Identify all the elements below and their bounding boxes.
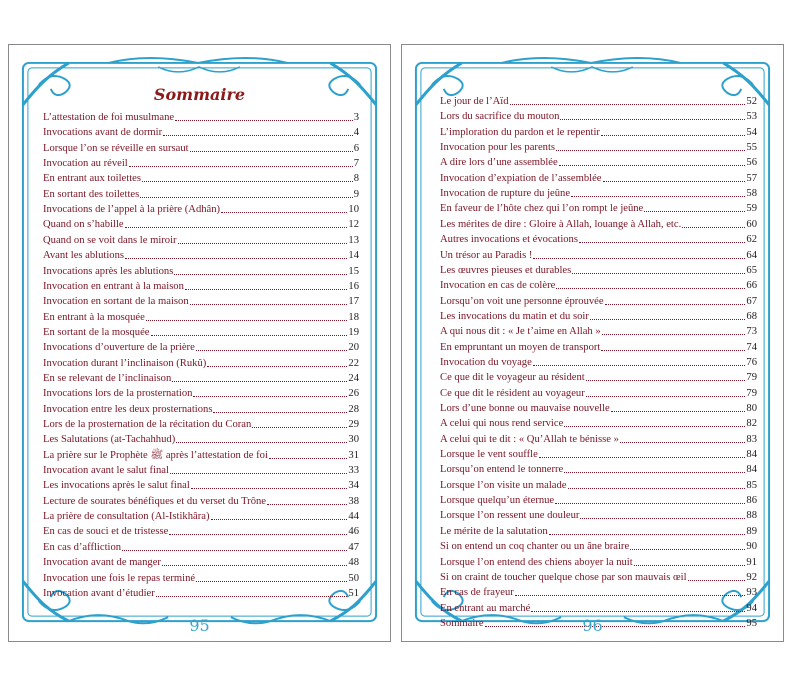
toc-entry-text: Lors du sacrifice du mouton <box>440 111 560 123</box>
dot-leader <box>564 426 745 427</box>
toc-entry-page: 84 <box>746 449 757 461</box>
toc-entry-page: 67 <box>746 295 757 307</box>
dot-leader <box>193 396 347 397</box>
toc-entry <box>43 586 359 601</box>
toc-entry-text: Quand on s’habille <box>43 219 124 231</box>
toc-entry <box>43 202 359 217</box>
toc-entry-text: Invocation avant de manger <box>43 557 161 569</box>
toc-entry-text: A dire lors d’une assemblée <box>440 157 558 169</box>
toc-entry-text: Lors d’une bonne ou mauvaise nouvelle <box>440 403 610 414</box>
toc-entry <box>43 463 359 478</box>
left-page <box>8 44 391 642</box>
toc-entry-page: 16 <box>348 280 359 292</box>
toc-entry <box>43 555 359 570</box>
dot-leader <box>191 488 348 489</box>
toc-entry-text: Invocation une fois le repas terminé <box>43 572 196 584</box>
toc-entry <box>43 110 359 125</box>
dot-leader <box>590 319 746 320</box>
toc-entry-text: Invocation avant d’étudier <box>43 587 155 599</box>
dot-leader <box>560 119 745 120</box>
toc-entry-page: 10 <box>348 204 359 216</box>
dot-leader <box>601 135 745 136</box>
toc-entry-page: 30 <box>348 434 359 446</box>
toc-entry-page: 51 <box>348 587 359 599</box>
toc-entry <box>43 156 359 171</box>
dot-leader <box>556 288 745 289</box>
toc-entry-text: Lorsque le vent souffle <box>440 449 538 461</box>
dot-leader <box>172 381 347 382</box>
toc-entry <box>440 248 757 263</box>
dot-leader <box>213 412 347 413</box>
toc-entry <box>440 585 757 600</box>
dot-leader <box>603 181 746 182</box>
toc-entry <box>440 508 757 523</box>
toc-entry <box>43 125 359 140</box>
toc-entry-page: 86 <box>746 495 757 507</box>
toc-entry <box>440 201 757 216</box>
toc-entry-text: Les invocations du matin et du soir <box>440 310 589 322</box>
toc-entry-page: 79 <box>746 372 757 384</box>
toc-entry <box>440 217 757 232</box>
toc-entry-page: 17 <box>348 296 359 308</box>
toc-entry-page: 68 <box>746 310 757 322</box>
toc-entry-page: 18 <box>348 311 359 323</box>
toc-entry-text: Ce que dit le voyageur au résident <box>440 372 585 384</box>
dot-leader <box>178 243 348 244</box>
toc-entry-text: Quand on se voit dans le miroir <box>43 234 177 246</box>
toc-entry <box>43 524 359 539</box>
dot-leader <box>682 227 745 228</box>
toc-entry-page: 7 <box>353 158 359 170</box>
dot-leader <box>163 135 353 136</box>
toc-entry-page: 82 <box>746 418 757 430</box>
toc-entry <box>440 478 757 493</box>
page-number-right: 96 <box>582 616 603 635</box>
toc-entry-text: Lecture de sourates bénéfiques et du verset du Trône <box>43 495 266 507</box>
toc-entry-page: 20 <box>348 342 359 354</box>
toc-entry-page: 94 <box>746 602 757 614</box>
toc-entry-page: 22 <box>348 357 359 369</box>
toc-entry-text: Lorsqu’on entend le tonnerre <box>440 464 564 476</box>
toc-title: Sommaire <box>153 85 246 104</box>
toc-entry-text: Invocations lors de la prosternation <box>43 388 193 400</box>
dot-leader <box>146 320 348 321</box>
toc-entry <box>440 401 757 416</box>
dot-leader <box>579 242 745 243</box>
toc-entry-page: 52 <box>746 96 757 107</box>
toc-entry-text: Invocations avant de dormir <box>43 127 163 139</box>
toc-entry-text: En entrant aux toilettes <box>43 173 141 185</box>
dot-leader <box>162 565 347 566</box>
dot-leader <box>586 396 746 397</box>
dot-leader <box>533 365 746 366</box>
toc-entry-page: 73 <box>746 326 757 338</box>
toc-entry-page: 33 <box>348 465 359 477</box>
dot-leader <box>531 611 745 612</box>
dot-leader <box>190 304 348 305</box>
dot-leader <box>539 457 746 458</box>
toc-entry-page: 60 <box>746 218 757 230</box>
toc-entry-page: 59 <box>746 203 757 215</box>
toc-entry-text: Avant les ablutions <box>43 250 125 262</box>
toc-entry-text: Si on craint de toucher quelque chose par son mauvais œil <box>440 571 687 583</box>
toc-entry-text: En cas de frayeur <box>440 587 514 599</box>
toc-entry-text: Si on entend un coq chanter ou un âne braire <box>440 541 630 553</box>
toc-entry-page: 19 <box>348 326 359 338</box>
toc-entry-text: Lorsque l’on ressent une douleur <box>440 510 580 522</box>
toc-entry <box>43 171 359 186</box>
toc-entry-page: 4 <box>353 127 359 139</box>
toc-entry-text: Invocation du voyage <box>440 356 532 368</box>
toc-entry-text: Invocation d’expiation de l’assemblée <box>440 172 602 184</box>
dot-leader <box>580 518 745 519</box>
toc-entry-text: En sortant des toilettes <box>43 188 140 200</box>
toc-entry-text: La prière sur le Prophète ﷺ après l’attestation de foi <box>43 449 268 461</box>
toc-entry-page: 34 <box>348 480 359 492</box>
toc-entry <box>440 524 757 539</box>
dot-leader <box>634 565 746 566</box>
dot-leader <box>175 120 353 121</box>
toc-entry-page: 28 <box>348 403 359 415</box>
dot-leader <box>125 258 347 259</box>
dot-leader <box>549 534 746 535</box>
toc-entry-text: Invocations d’ouverture de la prière <box>43 342 195 354</box>
toc-entry-text: Invocation de rupture du jeûne <box>440 188 571 200</box>
toc-entry-page: 54 <box>746 126 757 138</box>
dot-leader <box>556 150 745 151</box>
toc-entry-page: 8 <box>353 173 359 185</box>
toc-entry <box>440 232 757 247</box>
dot-leader <box>122 550 347 551</box>
toc-entry <box>440 140 757 155</box>
dot-leader <box>125 227 348 228</box>
toc-entry <box>440 386 757 401</box>
dot-leader <box>196 581 347 582</box>
toc-entry-text: En faveur de l’hôte chez qui l’on rompt le jeûne <box>440 203 644 215</box>
toc-entry <box>43 417 359 432</box>
toc-entry <box>440 462 757 477</box>
dot-leader <box>176 442 347 443</box>
dot-leader <box>190 151 353 152</box>
toc-entry-text: En cas d’affliction <box>43 541 122 553</box>
toc-entry-text: Invocation en entrant à la maison <box>43 280 184 292</box>
toc-entry <box>440 278 757 293</box>
toc-entry-page: 93 <box>746 587 757 599</box>
toc-entry <box>440 370 757 385</box>
toc-entry-text: A celui qui te dit : « Qu’Allah te bénisse » <box>440 433 619 445</box>
toc-entry-page: 74 <box>746 341 757 353</box>
toc-entry-text: Lorsque l’on visite un malade <box>440 479 567 491</box>
toc-entry-page: 55 <box>746 142 757 154</box>
toc-entry-text: Le jour de l’Aïd <box>440 96 509 107</box>
toc-entry-text: Lorsque l’on se réveille en sursaut <box>43 142 189 154</box>
toc-entry-page: 92 <box>746 571 757 583</box>
toc-entry-page: 85 <box>746 479 757 491</box>
dot-leader <box>267 504 347 505</box>
toc-entry-page: 46 <box>348 526 359 538</box>
toc-entry-page: 26 <box>348 388 359 400</box>
toc-entry-text: Les Salutations (at-Tachahhud) <box>43 434 176 446</box>
toc-entry-page: 65 <box>746 264 757 276</box>
toc-entry-text: Invocations après les ablutions <box>43 265 174 277</box>
toc-entry-text: Invocation avant le salut final <box>43 465 169 477</box>
toc-entry-page: 13 <box>348 234 359 246</box>
dot-leader <box>630 549 745 550</box>
toc-entry-text: En sortant de la mosquée <box>43 326 150 338</box>
toc-entry-text: En entrant au marché <box>440 602 531 614</box>
toc-entry <box>43 264 359 279</box>
toc-entry <box>43 432 359 447</box>
toc-entry-text: Autres invocations et évocations <box>440 234 578 246</box>
dot-leader <box>211 519 348 520</box>
toc-entry-text: Invocation entre les deux prosternations <box>43 403 213 415</box>
toc-entry <box>43 356 359 371</box>
dot-leader <box>485 626 746 627</box>
toc-entry-text: Invocation au réveil <box>43 158 128 170</box>
toc-entry-page: 44 <box>348 511 359 523</box>
toc-entry-page: 14 <box>348 250 359 262</box>
toc-entry <box>440 355 757 370</box>
toc-entry-page: 47 <box>348 541 359 553</box>
dot-leader <box>515 595 746 596</box>
toc-entry <box>440 324 757 339</box>
dot-leader <box>533 258 745 259</box>
toc-entry-text: Lorsque l’on entend des chiens aboyer la nuit <box>440 556 633 568</box>
toc-entry <box>43 248 359 263</box>
toc-entry <box>440 309 757 324</box>
toc-entry <box>440 186 757 201</box>
dot-leader <box>269 458 347 459</box>
toc-entry <box>43 571 359 586</box>
dot-leader <box>221 212 347 213</box>
dot-leader <box>611 411 746 412</box>
toc-entry <box>43 371 359 386</box>
toc-entry <box>43 141 359 156</box>
toc-entry-text: En empruntant un moyen de transport <box>440 341 601 353</box>
toc-entry-page: 31 <box>348 449 359 461</box>
toc-entry <box>440 340 757 355</box>
toc-entry-text: En cas de souci et de tristesse <box>43 526 169 538</box>
dot-leader <box>169 534 347 535</box>
toc-entry-page: 83 <box>746 433 757 445</box>
toc-entry <box>440 155 757 170</box>
dot-leader <box>601 350 745 351</box>
toc-entry-text: Un trésor au Paradis ! <box>440 249 533 261</box>
toc-entry-text: Invocation pour les parents <box>440 142 556 154</box>
toc-entry <box>43 310 359 325</box>
dot-leader <box>252 427 347 428</box>
toc-entry-page: 56 <box>746 157 757 169</box>
toc-entry <box>440 109 757 124</box>
toc-entry <box>43 294 359 309</box>
dot-leader <box>140 197 352 198</box>
dot-leader <box>564 472 745 473</box>
toc-entry <box>43 402 359 417</box>
dot-leader <box>688 580 746 581</box>
toc-entry <box>440 601 757 616</box>
toc-entry <box>43 325 359 340</box>
toc-entry-text: Invocation en sortant de la maison <box>43 296 189 308</box>
toc-entry <box>43 540 359 555</box>
dot-leader <box>572 273 745 274</box>
toc-entry <box>440 447 757 462</box>
toc-entry-text: L’imploration du pardon et le repentir <box>440 126 600 138</box>
toc-entry-text: Les mérites de dire : Gloire à Allah, louange à Allah, etc. <box>440 218 682 230</box>
toc-entry-page: 48 <box>348 557 359 569</box>
toc-entry-text: En entrant à la mosquée <box>43 311 145 323</box>
toc-entry-text: Invocations de l’appel à la prière (Adhân) <box>43 204 221 216</box>
toc-entry <box>43 478 359 493</box>
toc-entry-page: 24 <box>348 372 359 384</box>
toc-entry-page: 91 <box>746 556 757 568</box>
toc-entry <box>43 386 359 401</box>
toc-entry <box>43 217 359 232</box>
toc-entry-text: Lorsqu’on voit une personne éprouvée <box>440 295 604 307</box>
dot-leader <box>644 211 745 212</box>
toc-entry-page: 12 <box>348 219 359 231</box>
toc-entry-page: 64 <box>746 249 757 261</box>
dot-leader <box>156 596 348 597</box>
toc-entry-text: Les invocations après le salut final <box>43 480 190 492</box>
dot-leader <box>170 473 348 474</box>
dot-leader <box>129 166 353 167</box>
toc-entry-page: 57 <box>746 172 757 184</box>
dot-leader <box>602 334 746 335</box>
toc-entry-page: 88 <box>746 510 757 522</box>
right-page <box>401 44 784 642</box>
toc-entry <box>43 494 359 509</box>
toc-entry-page: 9 <box>353 188 359 200</box>
toc-entry-page: 50 <box>348 572 359 584</box>
toc-entry-page: 80 <box>746 403 757 414</box>
toc-entry <box>440 263 757 278</box>
toc-entry-page: 6 <box>353 142 359 154</box>
toc-entry-page: 76 <box>746 356 757 368</box>
toc-entry-text: A celui qui nous rend service <box>440 418 564 430</box>
dot-leader <box>174 274 347 275</box>
toc-entry <box>43 279 359 294</box>
dot-leader <box>568 488 746 489</box>
toc-entry <box>440 432 757 447</box>
toc-entry-page: 15 <box>348 265 359 277</box>
toc-entry-text: L’attestation de foi musulmane <box>43 112 175 123</box>
dot-leader <box>510 104 746 105</box>
toc-entry-page: 95 <box>746 617 757 629</box>
dot-leader <box>196 350 348 351</box>
toc-entry <box>440 294 757 309</box>
toc-entry-text: Ce que dit le résident au voyageur <box>440 387 585 399</box>
toc-entry-text: A qui nous dit : « Je t’aime en Allah » <box>440 326 601 338</box>
toc-entry-page: 62 <box>746 234 757 246</box>
toc-entry-text: Lors de la prosternation de la récitation du Coran <box>43 419 252 430</box>
dot-leader <box>207 366 347 367</box>
dot-leader <box>559 165 746 166</box>
toc-entry-page: 29 <box>348 419 359 430</box>
toc-entry <box>440 171 757 186</box>
toc-entry-page: 66 <box>746 280 757 292</box>
toc-entry-page: 79 <box>746 387 757 399</box>
toc-entry <box>440 94 757 109</box>
toc-entry-page: 3 <box>353 112 359 123</box>
toc-entry-page: 58 <box>746 188 757 200</box>
toc-entry <box>43 233 359 248</box>
dot-leader <box>605 304 746 305</box>
toc-entry-text: Sommaire <box>440 617 484 629</box>
toc-entry <box>43 340 359 355</box>
dot-leader <box>620 442 746 443</box>
dot-leader <box>586 380 746 381</box>
toc-entry-page: 84 <box>746 464 757 476</box>
toc-entry <box>440 125 757 140</box>
toc-entry <box>43 187 359 202</box>
toc-entry-text: La prière de consultation (Al-Istikhâra) <box>43 511 210 523</box>
toc-entry-text: Les œuvres pieuses et durables <box>440 264 572 276</box>
toc-entry-text: Invocation en cas de colère <box>440 280 556 292</box>
page-number-left: 95 <box>189 616 210 635</box>
toc-entry-text: Le mérite de la salutation <box>440 525 548 537</box>
toc-entry <box>43 509 359 524</box>
toc-entry-text: Invocation durant l’inclinaison (Rukû) <box>43 357 207 369</box>
toc-entry <box>440 570 757 585</box>
toc-entry-text: En se relevant de l’inclinaison <box>43 372 172 384</box>
toc-entry-page: 90 <box>746 541 757 553</box>
dot-leader <box>142 181 353 182</box>
toc-entry <box>440 539 757 554</box>
dot-leader <box>555 503 745 504</box>
dot-leader <box>185 289 348 290</box>
toc-entry <box>440 416 757 431</box>
toc-entry-page: 89 <box>746 525 757 537</box>
dot-leader <box>571 196 745 197</box>
toc-entry-page: 53 <box>746 111 757 123</box>
toc-entry-page: 38 <box>348 495 359 507</box>
toc-entry-text: Lorsque quelqu’un éternue <box>440 495 555 507</box>
toc-entry <box>440 493 757 508</box>
dot-leader <box>151 335 348 336</box>
toc-entry <box>43 448 359 463</box>
toc-entry <box>440 555 757 570</box>
